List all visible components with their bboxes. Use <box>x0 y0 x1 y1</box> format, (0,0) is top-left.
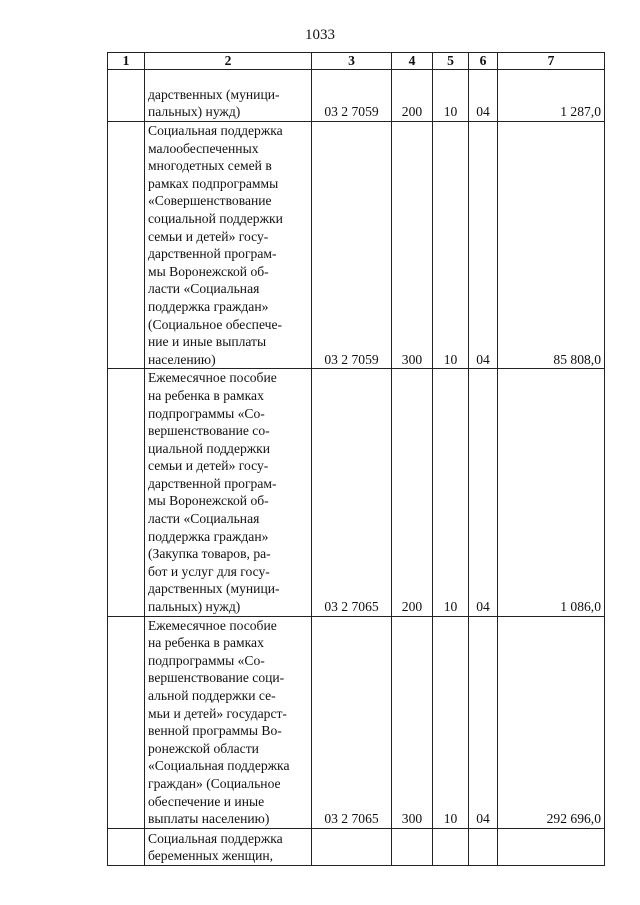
row-col1-cell <box>108 616 145 828</box>
expense-type-cell <box>392 828 433 865</box>
table-row <box>108 616 605 828</box>
target-code-cell: 03 2 7065 <box>312 369 392 616</box>
table-header <box>108 53 605 70</box>
row-col1-cell <box>108 369 145 616</box>
column-header: 7 <box>498 53 605 70</box>
row-col1-cell <box>108 828 145 865</box>
expense-type-cell: 200 <box>392 369 433 616</box>
target-code-cell: 03 2 7059 <box>312 70 392 122</box>
expense-type-cell: 300 <box>392 616 433 828</box>
expense-type-cell: 300 <box>392 122 433 369</box>
expense-type-cell: 200 <box>392 70 433 122</box>
table-row <box>108 70 605 122</box>
section-cell: 10 <box>433 70 469 122</box>
column-header: 2 <box>145 53 312 70</box>
subsection-cell <box>469 828 498 865</box>
column-header: 5 <box>433 53 469 70</box>
section-cell: 10 <box>433 122 469 369</box>
budget-table <box>107 52 605 866</box>
table-row <box>108 828 605 865</box>
subsection-cell: 04 <box>469 616 498 828</box>
page-number: 1033 <box>305 27 335 43</box>
description-cell: Социальная поддержка малообеспеченных многодетных семей в рамках подпрограммы «Совершенствование социальной поддержки семьи и детей» госу- дарственной програм- мы Воронежской об- ласти «Социальная поддержка граждан» (Социальное обеспече- ние и иные выплаты населению) <box>145 122 312 369</box>
table-row <box>108 369 605 616</box>
section-cell <box>433 828 469 865</box>
description-cell: Ежемесячное пособие на ребенка в рамках подпрограммы «Со- вершенствование со- циальной поддержки семьи и детей» госу- дарственной програм- мы Воронежской об- ласти «Социальная поддержка граждан» (Закупка товаров, ра- бот и услуг для госу- дарственных (муници- пальных) нужд) <box>145 369 312 616</box>
subsection-cell: 04 <box>469 70 498 122</box>
description-cell: дарственных (муници- пальных) нужд) <box>145 70 312 122</box>
column-header: 3 <box>312 53 392 70</box>
target-code-cell: 03 2 7065 <box>312 616 392 828</box>
column-header: 4 <box>392 53 433 70</box>
target-code-cell <box>312 828 392 865</box>
description-cell: Социальная поддержка беременных женщин, <box>145 828 312 865</box>
subsection-cell: 04 <box>469 122 498 369</box>
column-header: 1 <box>108 53 145 70</box>
amount-cell: 1 086,0 <box>498 369 605 616</box>
description-cell: Ежемесячное пособие на ребенка в рамках подпрограммы «Со- вершенствование соци- альной поддержки се- мьи и детей» государст- венной программы Во- ронежской области «Социальная поддержка граждан» (Социальное обеспечение и иные выплаты населению) <box>145 616 312 828</box>
section-cell: 10 <box>433 616 469 828</box>
table-row <box>108 122 605 369</box>
subsection-cell: 04 <box>469 369 498 616</box>
row-col1-cell <box>108 70 145 122</box>
table-body <box>108 70 605 866</box>
target-code-cell: 03 2 7059 <box>312 122 392 369</box>
header-row <box>108 53 605 70</box>
amount-cell: 1 287,0 <box>498 70 605 122</box>
amount-cell: 292 696,0 <box>498 616 605 828</box>
amount-cell: 85 808,0 <box>498 122 605 369</box>
section-cell: 10 <box>433 369 469 616</box>
row-col1-cell <box>108 122 145 369</box>
amount-cell <box>498 828 605 865</box>
column-header: 6 <box>469 53 498 70</box>
